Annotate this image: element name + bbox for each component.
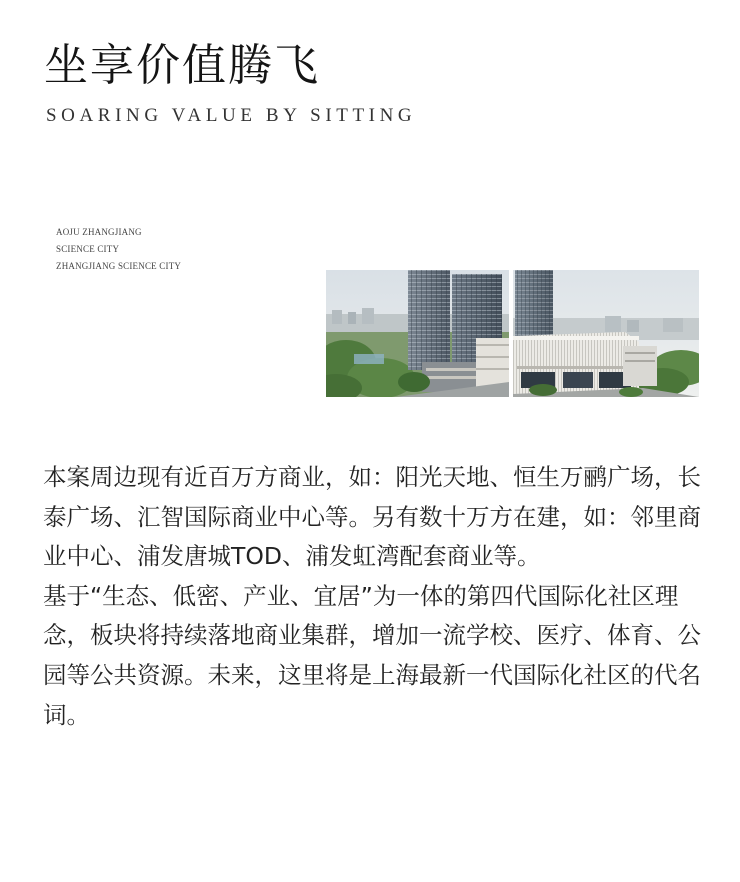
paragraph: 本案周边现有近百万方商业，如：阳光天地、恒生万鹂广场，长泰广场、汇智国际商业中心等。另有数十万方在建，如：邻里商业中心、浦发唐城TOD、浦发虹湾配套商业等。 [43, 463, 701, 571]
tag-line: AOJU ZHANGJIANG [56, 227, 142, 237]
page-title: 坐享价值腾飞 [44, 40, 320, 91]
tag-line: SCIENCE CITY [56, 244, 120, 254]
page-subtitle: SOARING VALUE BY SITTING [46, 105, 417, 126]
description-text [43, 458, 703, 735]
rendering-photo-commercial [513, 270, 699, 397]
project-tags [56, 224, 181, 275]
paragraph: 基于“生态、低密、产业、宜居”为一体的第四代国际化社区理念，板块将持续落地商业集群，增加一流学校、医疗、体育、公园等公共资源。未来，这里将是上海最新一代国际化社区的代名词。 [43, 581, 701, 729]
tag-line: ZHANGJIANG SCIENCE CITY [56, 261, 182, 271]
rendering-photo-towers [326, 270, 509, 397]
